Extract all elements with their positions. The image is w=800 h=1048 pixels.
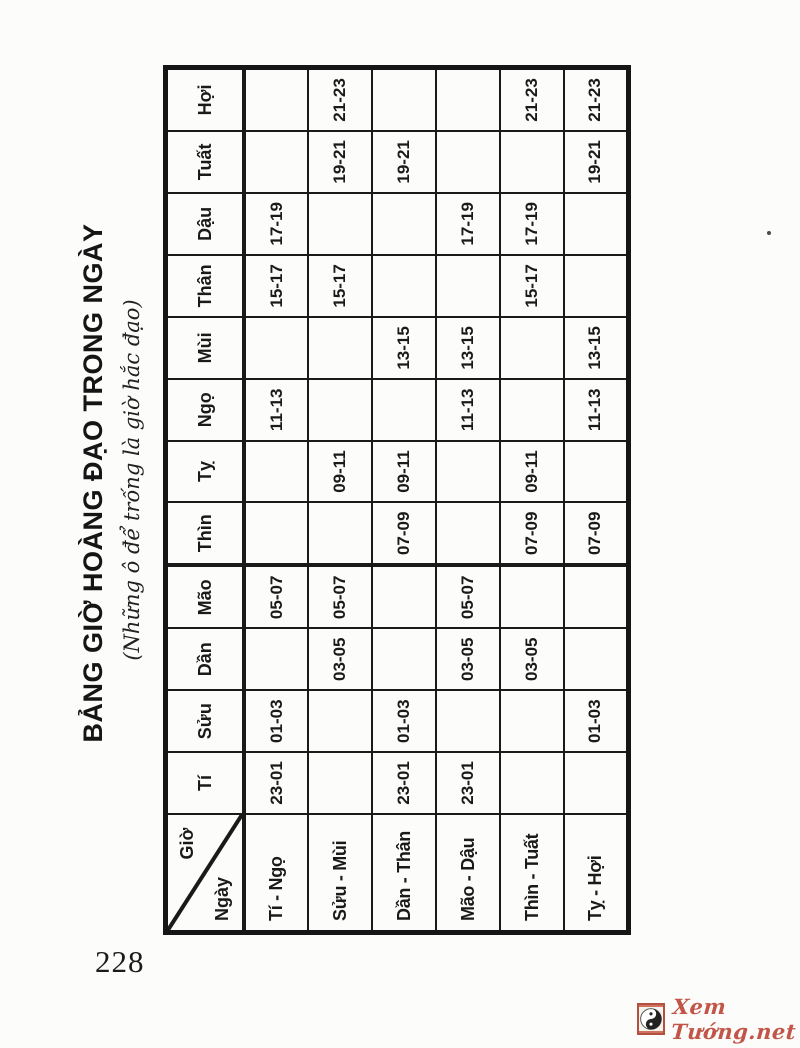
time-cell: 21-23 xyxy=(564,68,628,131)
empty-cell xyxy=(564,628,628,690)
hour-header: Tỵ xyxy=(166,441,245,503)
time-cell: 01-03 xyxy=(244,690,308,752)
empty-cell xyxy=(244,441,308,503)
empty-cell xyxy=(436,690,500,752)
page-number: 228 xyxy=(95,944,145,979)
corner-hour-label: Giờ xyxy=(177,827,197,860)
empty-cell xyxy=(372,68,436,131)
empty-cell xyxy=(372,628,436,690)
empty-cell xyxy=(308,379,372,441)
time-cell: 19-21 xyxy=(372,131,436,193)
watermark-text: Xem Tướng.net xyxy=(670,994,797,1044)
day-label: Sửu - Mùi xyxy=(308,814,372,933)
table-row xyxy=(564,68,628,933)
time-cell: 05-07 xyxy=(436,565,500,628)
time-cell: 03-05 xyxy=(308,628,372,690)
time-cell: 01-03 xyxy=(564,690,628,752)
table-body xyxy=(244,68,628,933)
hour-header: Dậu xyxy=(166,193,245,255)
corner-day-label: Ngày xyxy=(212,876,232,921)
day-label: Tỵ - Hợi xyxy=(564,814,628,933)
time-cell: 11-13 xyxy=(244,379,308,441)
empty-cell xyxy=(564,441,628,503)
table-row xyxy=(372,68,436,933)
empty-cell xyxy=(564,565,628,628)
empty-cell xyxy=(244,68,308,131)
empty-cell xyxy=(308,502,372,565)
time-cell: 11-13 xyxy=(564,379,628,441)
empty-cell xyxy=(564,752,628,814)
empty-cell xyxy=(372,565,436,628)
empty-cell xyxy=(500,131,564,193)
empty-cell xyxy=(436,502,500,565)
empty-cell xyxy=(564,255,628,317)
day-label: Tí - Ngọ xyxy=(244,814,308,933)
hour-header: Ngọ xyxy=(166,379,245,441)
hour-header: Hợi xyxy=(166,68,245,131)
empty-cell xyxy=(500,565,564,628)
watermark-logo-frame xyxy=(637,1003,665,1035)
hoang-dao-table xyxy=(163,65,631,935)
time-cell: 21-23 xyxy=(308,68,372,131)
scan-artifact-dot xyxy=(767,231,771,235)
rotated-sheet xyxy=(78,63,650,933)
day-label: Dần - Thân xyxy=(372,814,436,933)
rotated-content xyxy=(78,65,650,935)
empty-cell xyxy=(436,441,500,503)
time-cell: 09-11 xyxy=(308,441,372,503)
day-label: Thìn - Tuất xyxy=(500,814,564,933)
time-cell: 05-07 xyxy=(308,565,372,628)
page-subtitle: (Những ô để trống là giờ hắc đạo) xyxy=(120,299,144,661)
time-cell: 19-21 xyxy=(564,131,628,193)
hour-header-row xyxy=(166,68,245,933)
time-cell: 15-17 xyxy=(308,255,372,317)
time-cell: 11-13 xyxy=(436,379,500,441)
yin-yang-icon xyxy=(639,1007,663,1031)
time-cell: 23-01 xyxy=(244,752,308,814)
time-cell: 07-09 xyxy=(372,502,436,565)
watermark xyxy=(637,994,800,1044)
empty-cell xyxy=(372,255,436,317)
empty-cell xyxy=(500,379,564,441)
empty-cell xyxy=(308,317,372,379)
time-cell: 05-07 xyxy=(244,565,308,628)
empty-cell xyxy=(308,752,372,814)
table-row xyxy=(500,68,564,933)
hour-header: Tuất xyxy=(166,131,245,193)
time-cell: 15-17 xyxy=(500,255,564,317)
empty-cell xyxy=(500,317,564,379)
empty-cell xyxy=(500,690,564,752)
hour-header: Thân xyxy=(166,255,245,317)
time-cell: 03-05 xyxy=(436,628,500,690)
empty-cell xyxy=(564,193,628,255)
empty-cell xyxy=(244,317,308,379)
empty-cell xyxy=(244,628,308,690)
time-cell: 17-19 xyxy=(500,193,564,255)
time-cell: 09-11 xyxy=(500,441,564,503)
corner-cell xyxy=(166,814,245,933)
time-cell: 13-15 xyxy=(436,317,500,379)
empty-cell xyxy=(244,502,308,565)
hour-header: Mùi xyxy=(166,317,245,379)
time-cell: 19-21 xyxy=(308,131,372,193)
time-cell: 13-15 xyxy=(564,317,628,379)
time-cell: 23-01 xyxy=(372,752,436,814)
day-label: Mão - Dậu xyxy=(436,814,500,933)
empty-cell xyxy=(500,752,564,814)
time-cell: 13-15 xyxy=(372,317,436,379)
hour-header: Thìn xyxy=(166,502,245,565)
empty-cell xyxy=(436,131,500,193)
time-cell: 23-01 xyxy=(436,752,500,814)
table-row xyxy=(436,68,500,933)
page-title: BẢNG GIỜ HOÀNG ĐẠO TRONG NGÀY xyxy=(78,223,108,743)
time-cell: 17-19 xyxy=(244,193,308,255)
time-cell: 03-05 xyxy=(500,628,564,690)
hour-header: Sửu xyxy=(166,690,245,752)
empty-cell xyxy=(436,68,500,131)
empty-cell xyxy=(436,255,500,317)
empty-cell xyxy=(308,690,372,752)
hour-header: Dần xyxy=(166,628,245,690)
time-cell: 07-09 xyxy=(564,502,628,565)
empty-cell xyxy=(372,379,436,441)
table-header xyxy=(166,68,245,933)
time-cell: 21-23 xyxy=(500,68,564,131)
empty-cell xyxy=(308,193,372,255)
time-cell: 15-17 xyxy=(244,255,308,317)
time-cell: 07-09 xyxy=(500,502,564,565)
table-row xyxy=(308,68,372,933)
time-cell: 01-03 xyxy=(372,690,436,752)
time-cell: 09-11 xyxy=(372,441,436,503)
hour-header: Mão xyxy=(166,565,245,628)
hour-header: Tí xyxy=(166,752,245,814)
table-row xyxy=(244,68,308,933)
empty-cell xyxy=(372,193,436,255)
empty-cell xyxy=(244,131,308,193)
time-cell: 17-19 xyxy=(436,193,500,255)
